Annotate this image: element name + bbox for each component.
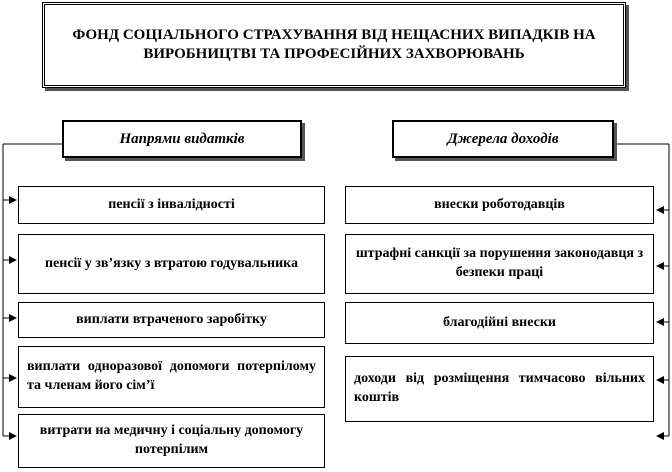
expense-item-one-time-aid [18, 346, 325, 408]
expense-item-label: пенсії з інвалідності [108, 196, 235, 212]
revenue-item-label: внески роботодавців [434, 196, 565, 212]
revenue-item-temporary-funds-income [345, 356, 654, 422]
revenue-item-employer-contributions [345, 186, 654, 224]
revenue-item-charitable-contributions [345, 302, 654, 344]
revenues-header: Джерела доходів [447, 130, 559, 147]
expense-item-label: витрати на медичну і соціальну допомогу потерпілим [39, 423, 304, 457]
revenue-item-penalties [345, 234, 654, 294]
expense-item-medical-social-aid [18, 414, 325, 468]
fund-title: ФОНД СОЦІАЛЬНОГО СТРАХУВАННЯ ВІД НЕЩАСНИХ ВИПАДКІВ НА ВИРОБНИЦТВІ ТА ПРОФЕСІЙНИХ ЗАХВОРЮВАНЬ [72, 27, 596, 62]
expense-item-label: виплати одноразової допомоги потерпілому та членам його сім’ї [27, 359, 316, 393]
expense-item-lost-earnings [18, 302, 325, 338]
expense-item-disability-pensions [18, 186, 325, 224]
expenses-header: Напрями видатків [119, 130, 245, 147]
revenues-header-box [392, 120, 614, 158]
expense-item-breadwinner-pensions [18, 234, 325, 294]
expense-item-label: виплати втраченого заробітку [76, 311, 267, 327]
expenses-header-box [62, 120, 302, 158]
revenue-item-label: штрафні санкції за порушення законодавця з безпеки праці [355, 246, 644, 280]
expense-item-label: пенсії у зв’язку з втратою годувальника [44, 255, 299, 271]
revenue-item-label: благодійні внески [443, 314, 556, 330]
revenue-item-label: доходи від розміщення тимчасово вільних коштів [354, 371, 645, 405]
fund-title-box [42, 2, 626, 88]
